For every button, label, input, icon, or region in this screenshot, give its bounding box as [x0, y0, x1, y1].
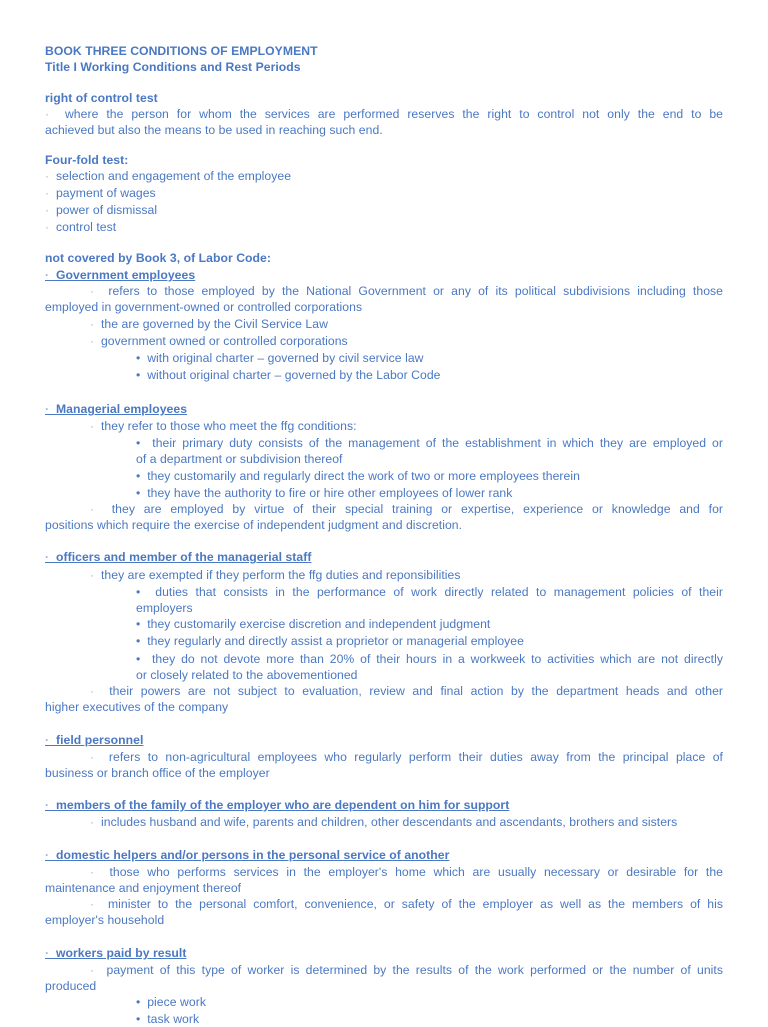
domestic-line: maintenance and enjoyment thereof — [45, 881, 242, 895]
bullet: · — [90, 750, 95, 764]
sub-bullet: • — [136, 486, 141, 500]
gov-line: employed in government-owned or controlled corporations — [45, 300, 363, 314]
gov-employees-heading: · Government employees — [45, 268, 196, 282]
gov-sub-line: • with original charter – governed by civil service law — [136, 351, 424, 365]
bullet: · — [45, 220, 50, 234]
officers-sub-line: • they customarily exercise discretion and independent judgment — [136, 617, 491, 631]
bullet: · — [45, 798, 50, 812]
domestic-helpers-heading: · domestic helpers and/or persons in the personal service of another — [45, 848, 450, 862]
four-fold-item: · selection and engagement of the employee — [45, 169, 292, 183]
family-line: · includes husband and wife, parents and children, other descendants and ascendants, brothers and sisters — [90, 815, 678, 829]
domestic-line: employer's household — [45, 913, 165, 927]
four-fold-item: · power of dismissal — [45, 203, 158, 217]
bullet: · — [90, 419, 95, 433]
field-line: · refers to non-agricultural employees who regularly perform their duties away from the principal place of — [90, 750, 723, 764]
sub-bullet: • — [136, 1012, 141, 1026]
managerial-sub-line: • their primary duty consists of the management of the establishment in which they are employed or — [136, 436, 723, 450]
workers-paid-by-result-heading: · workers paid by result — [45, 946, 187, 960]
sub-bullet: • — [136, 652, 141, 666]
control-test-heading: right of control test — [45, 91, 158, 105]
domestic-line: · those who performs services in the employer's home which are usually necessary or desirable for the — [90, 865, 723, 879]
sub-bullet: • — [136, 469, 141, 483]
bullet: · — [90, 963, 95, 977]
gov-line: · the are governed by the Civil Service Law — [90, 317, 328, 331]
bullet: · — [45, 733, 50, 747]
sub-bullet: • — [136, 634, 141, 648]
managerial-line: · they refer to those who meet the ffg conditions: — [90, 419, 357, 433]
bullet: · — [45, 550, 50, 564]
managerial-line: · they are employed by virtue of their special training or expertise, experience or knowledge and for — [90, 502, 723, 516]
bullet: · — [90, 897, 95, 911]
managerial-sub-line: of a department or subdivision thereof — [136, 452, 343, 466]
field-line: business or branch office of the employer — [45, 766, 270, 780]
managerial-sub-line: • they customarily and regularly direct the work of two or more employees therein — [136, 469, 580, 483]
sub-bullet: • — [136, 436, 141, 450]
bullet: · — [45, 169, 50, 183]
gov-line: · government owned or controlled corporations — [90, 334, 348, 348]
bullet: · — [90, 284, 95, 298]
bullet: · — [90, 502, 95, 516]
bullet: · — [90, 684, 95, 698]
domestic-line: · minister to the personal comfort, convenience, or safety of the employer as well as the members of his — [90, 897, 723, 911]
title-subheading: Title I Working Conditions and Rest Periods — [45, 60, 301, 74]
book-title: BOOK THREE CONDITIONS OF EMPLOYMENT — [45, 44, 318, 58]
result-line: produced — [45, 979, 97, 993]
managerial-line: positions which require the exercise of independent judgment and discretion. — [45, 518, 463, 532]
managerial-sub-line: • they have the authority to fire or hire other employees of lower rank — [136, 486, 513, 500]
officers-line: · their powers are not subject to evaluation, review and final action by the department heads and other — [90, 684, 724, 698]
four-fold-heading: Four-fold test: — [45, 153, 129, 167]
gov-sub-line: • without original charter – governed by the Labor Code — [136, 368, 441, 382]
control-test-text-line2: achieved but also the means to be used in reaching such end. — [45, 123, 383, 137]
officers-sub-line: • duties that consists in the performance of work directly related to management policies of their — [136, 585, 724, 599]
sub-bullet: • — [136, 617, 141, 631]
sub-bullet: • — [136, 351, 141, 365]
officers-line: · they are exempted if they perform the ffg duties and reponsibilities — [90, 568, 461, 582]
bullet: · — [45, 186, 50, 200]
family-members-heading: · members of the family of the employer who are dependent on him for support — [45, 798, 510, 812]
bullet: · — [90, 317, 95, 331]
field-personnel-heading: · field personnel — [45, 733, 144, 747]
bullet: · — [45, 107, 50, 121]
officers-sub-line: employers — [136, 601, 193, 615]
not-covered-heading: not covered by Book 3, of Labor Code: — [45, 251, 271, 265]
officers-heading: · officers and member of the managerial staff — [45, 550, 312, 564]
managerial-heading: · Managerial employees — [45, 402, 188, 416]
result-sub-line: • task work — [136, 1012, 200, 1026]
officers-line: higher executives of the company — [45, 700, 229, 714]
result-line: · payment of this type of worker is determined by the results of the work performed or the number of units — [90, 963, 724, 977]
four-fold-item: · control test — [45, 220, 117, 234]
sub-bullet: • — [136, 585, 141, 599]
bullet: · — [45, 203, 50, 217]
control-test-text-line1: · where the person for whom the services are performed reserves the right to control not only the end to be — [45, 107, 724, 121]
sub-bullet: • — [136, 368, 141, 382]
officers-sub-line: or closely related to the abovementioned — [136, 668, 358, 682]
four-fold-item: · payment of wages — [45, 186, 156, 200]
bullet: · — [90, 334, 95, 348]
bullet: · — [45, 402, 50, 416]
officers-sub-line: • they do not devote more than 20% of their hours in a workweek to activities which are not directly — [136, 652, 723, 666]
bullet: · — [90, 568, 95, 582]
bullet: · — [90, 815, 95, 829]
sub-bullet: • — [136, 995, 141, 1009]
bullet: · — [90, 865, 95, 879]
officers-sub-line: • they regularly and directly assist a proprietor or managerial employee — [136, 634, 524, 648]
bullet: · — [45, 268, 50, 282]
bullet: · — [45, 848, 50, 862]
gov-line: · refers to those employed by the National Government or any of its political subdivisions including those — [90, 284, 723, 298]
result-sub-line: • piece work — [136, 995, 206, 1009]
bullet: · — [45, 946, 50, 960]
